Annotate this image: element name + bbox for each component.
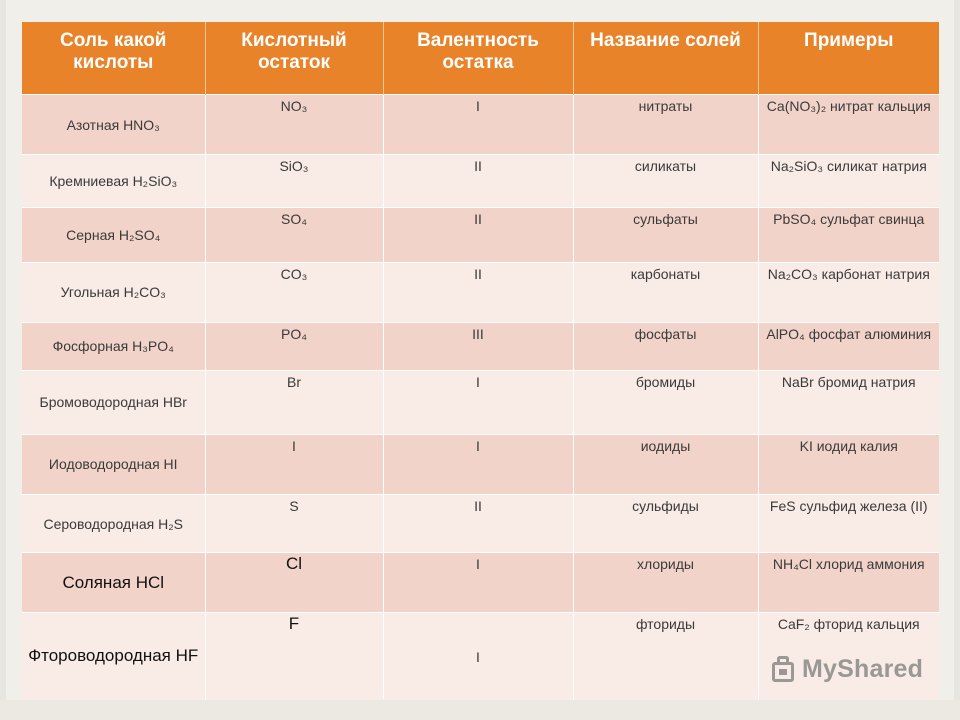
- table-row: [22, 494, 939, 552]
- residue-cell: PO₄: [205, 322, 383, 370]
- table-row: [22, 370, 939, 434]
- salt-name-cell: карбонаты: [573, 263, 758, 322]
- table-row: [22, 434, 939, 494]
- valence-cell: I: [383, 434, 573, 494]
- table-row: [22, 155, 939, 208]
- salt-name-cell: силикаты: [573, 155, 758, 208]
- acid-cell: Азотная HNO₃: [22, 95, 205, 155]
- table-row: [22, 263, 939, 322]
- valence-cell: II: [383, 263, 573, 322]
- example-cell: Na₂CO₃ карбонат натрия: [758, 263, 939, 322]
- valence-cell: II: [383, 494, 573, 552]
- example-cell: NaBr бромид натрия: [758, 370, 939, 434]
- valence-cell: I: [383, 553, 573, 613]
- slide-left-edge: [0, 0, 6, 720]
- residue-cell: SO₄: [205, 208, 383, 263]
- salt-name-cell: фториды: [573, 613, 758, 699]
- salt-name-cell: сульфиды: [573, 494, 758, 552]
- salt-name-cell: бромиды: [573, 370, 758, 434]
- valence-cell: I: [383, 613, 573, 699]
- header-valence: Валентность остатка: [383, 22, 573, 95]
- acid-salts-table: [22, 22, 939, 699]
- salt-name-cell: иодиды: [573, 434, 758, 494]
- acid-cell: Фтороводородная HF: [22, 613, 205, 699]
- myshared-logo-icon: [770, 656, 796, 684]
- residue-cell: F: [205, 613, 383, 699]
- acid-cell: Сероводородная H₂S: [22, 494, 205, 552]
- example-cell: CaF₂ фторид кальция: [758, 613, 939, 699]
- residue-cell: Br: [205, 370, 383, 434]
- header-examples: Примеры: [758, 22, 939, 95]
- example-cell: FeS сульфид железа (II): [758, 494, 939, 552]
- example-cell: Na₂SiO₃ силикат натрия: [758, 155, 939, 208]
- acid-cell: Фосфорная H₃PO₄: [22, 322, 205, 370]
- salt-name-cell: хлориды: [573, 553, 758, 613]
- slide-bottom-edge: [0, 700, 960, 720]
- example-cell: AlPO₄ фосфат алюминия: [758, 322, 939, 370]
- salt-name-cell: фосфаты: [573, 322, 758, 370]
- table-header-row: [22, 22, 939, 95]
- residue-cell: I: [205, 434, 383, 494]
- acid-cell: Серная H₂SO₄: [22, 208, 205, 263]
- residue-cell: S: [205, 494, 383, 552]
- acid-cell: Кремниевая H₂SiO₃: [22, 155, 205, 208]
- residue-cell: CO₃: [205, 263, 383, 322]
- example-cell: Ca(NO₃)₂ нитрат кальция: [758, 95, 939, 155]
- valence-cell: I: [383, 370, 573, 434]
- header-acid: Соль какой кислоты: [22, 22, 205, 95]
- acid-cell: Иодоводородная HI: [22, 434, 205, 494]
- valence-cell: II: [383, 155, 573, 208]
- acid-cell: Соляная HCl: [22, 553, 205, 613]
- residue-cell: SiO₃: [205, 155, 383, 208]
- example-cell: PbSO₄ сульфат свинца: [758, 208, 939, 263]
- salt-name-cell: сульфаты: [573, 208, 758, 263]
- acid-cell: Бромоводородная HBr: [22, 370, 205, 434]
- table-row: [22, 322, 939, 370]
- valence-cell: II: [383, 208, 573, 263]
- salt-name-cell: нитраты: [573, 95, 758, 155]
- watermark-text: MyShared: [802, 655, 924, 683]
- residue-cell: Cl: [205, 553, 383, 613]
- acid-cell: Угольная H₂CO₃: [22, 263, 205, 322]
- example-cell: NH₄Cl хлорид аммония: [758, 553, 939, 613]
- example-cell: KI иодид калия: [758, 434, 939, 494]
- myshared-watermark: [770, 655, 923, 684]
- valence-cell: III: [383, 322, 573, 370]
- valence-cell: I: [383, 95, 573, 155]
- slide-right-edge: [954, 0, 960, 720]
- residue-cell: NO₃: [205, 95, 383, 155]
- header-salt-name: Название солей: [573, 22, 758, 95]
- table-row: [22, 95, 939, 155]
- header-residue: Кислотный остаток: [205, 22, 383, 95]
- table-row: [22, 553, 939, 613]
- table-row: [22, 208, 939, 263]
